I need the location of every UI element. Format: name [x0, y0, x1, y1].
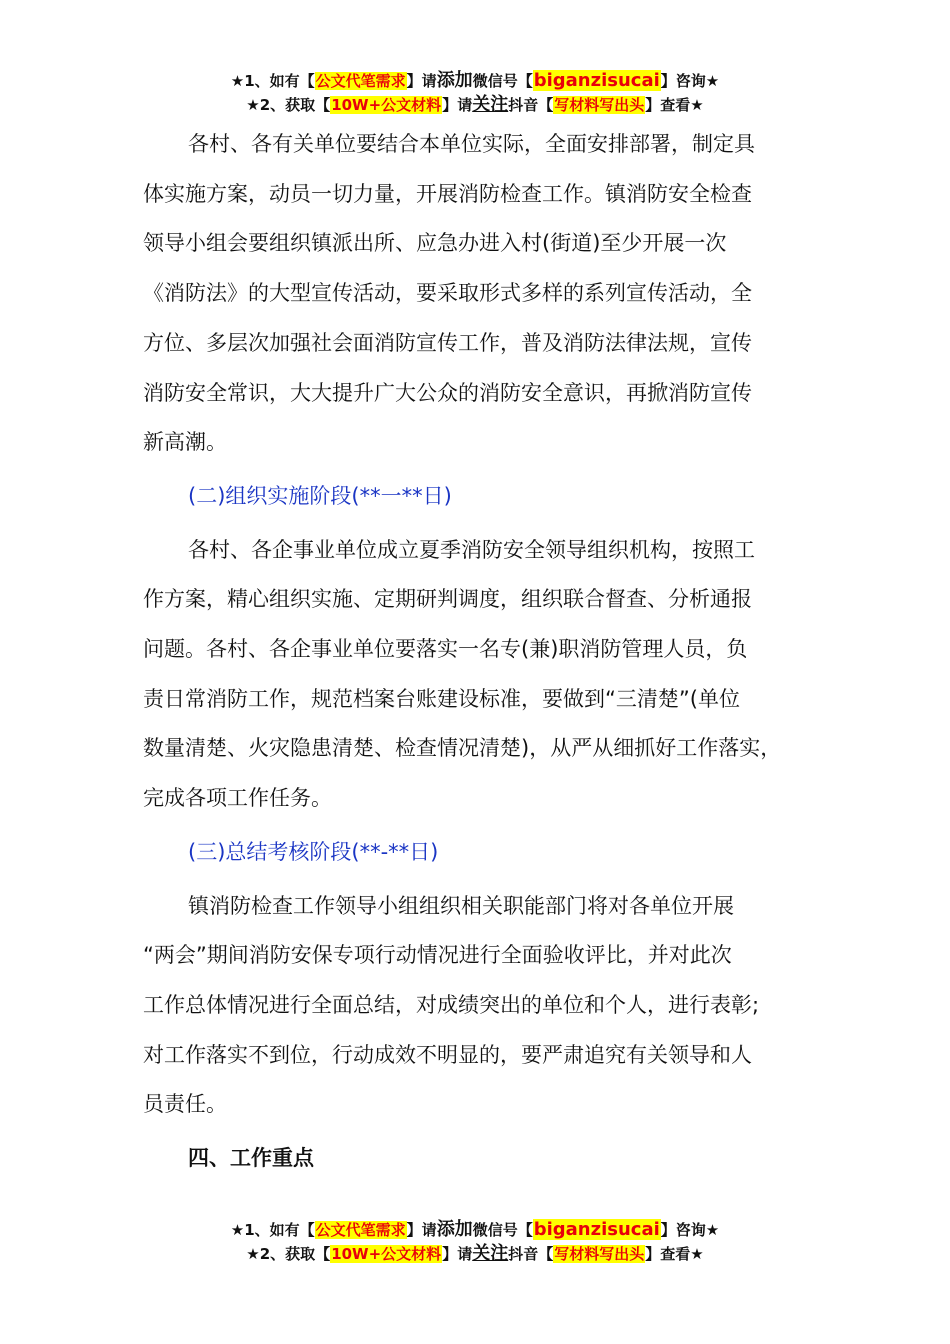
text-line: 数量清楚、火灾隐患清楚、检查情况清楚)，从严从细抓好工作落实， — [143, 736, 782, 761]
promo-text: ★2、获取【 — [246, 96, 331, 114]
text-line: “两会”期间消防安保专项行动情况进行全面验收评比，并对此次 — [143, 943, 732, 968]
text-line: 新高潮。 — [143, 430, 227, 455]
promo-emphasis: 添加 — [436, 1219, 473, 1240]
promo-wechat-id: biganzisucai — [533, 70, 660, 91]
text-line: 对工作落实不到位，行动成效不明显的，要严肃追究有关领导和人 — [143, 1042, 752, 1067]
promo-emphasis: 添加 — [436, 70, 473, 91]
promo-text: 微信号【 — [472, 1221, 533, 1239]
promo-text: 】咨询★ — [660, 72, 720, 90]
promo-emphasis: 关注 — [472, 1243, 509, 1264]
promo-text: ★1、如有【 — [230, 72, 315, 90]
promo-wechat-id: biganzisucai — [533, 1219, 660, 1240]
promo-line-1 — [0, 1218, 950, 1242]
text-line: 领导小组会要组织镇派出所、应急办进入村(街道)至少开展一次 — [143, 231, 727, 256]
text-line: 各村、各有关单位要结合本单位实际，全面安排部署，制定具 — [188, 132, 755, 156]
text-line: 员责任。 — [143, 1092, 227, 1117]
promo-highlight: 公文代笔需求 — [315, 1221, 406, 1239]
promo-text: 】咨询★ — [660, 1221, 720, 1239]
promo-line-1 — [0, 69, 950, 93]
promo-text: 抖音【 — [508, 1245, 554, 1263]
paragraph-1 — [143, 120, 823, 468]
footer-promo — [0, 1218, 950, 1266]
paragraph-2 — [143, 526, 823, 824]
promo-highlight: 10W+公文材料 — [331, 96, 442, 114]
text-line: 完成各项工作任务。 — [143, 786, 332, 811]
text-line: 各村、各企事业单位成立夏季消防安全领导组织机构，按照工 — [188, 537, 755, 562]
promo-text: 】查看★ — [645, 1245, 704, 1263]
promo-line-2 — [0, 1242, 950, 1266]
promo-line-2 — [0, 93, 950, 117]
subheading-2: (二)组织实施阶段(**一**日) — [188, 483, 452, 508]
promo-highlight: 公文代笔需求 — [315, 72, 406, 90]
promo-emphasis: 关注 — [472, 94, 509, 115]
promo-text: 抖音【 — [508, 96, 554, 114]
promo-text: ★1、如有【 — [230, 1221, 315, 1239]
header-promo — [0, 69, 950, 117]
promo-text: 】请 — [406, 1221, 437, 1239]
text-line: 镇消防检查工作领导小组组织相关职能部门将对各单位开展 — [188, 893, 734, 918]
promo-text: 微信号【 — [472, 72, 533, 90]
promo-text: 】查看★ — [645, 96, 704, 114]
promo-text: ★2、获取【 — [246, 1245, 331, 1263]
section-heading-4: 四、工作重点 — [188, 1146, 314, 1171]
document-body — [143, 120, 823, 1184]
text-line: 方位、多层次加强社会面消防宣传工作，普及消防法律法规，宣传 — [143, 330, 752, 355]
promo-text: 】请 — [442, 96, 473, 114]
promo-highlight: 10W+公文材料 — [331, 1245, 442, 1263]
text-line: 问题。各村、各企事业单位要落实一名专(兼)职消防管理人员，负 — [143, 637, 748, 662]
promo-douyin-id: 写材料写出头 — [554, 1245, 645, 1263]
promo-text: 】请 — [442, 1245, 473, 1263]
paragraph-3 — [143, 882, 823, 1131]
text-line: 工作总体情况进行全面总结，对成绩突出的单位和个人，进行表彰; — [143, 992, 760, 1017]
promo-text: 】请 — [406, 72, 437, 90]
text-line: 体实施方案，动员一切力量，开展消防检查工作。镇消防安全检查 — [143, 181, 752, 206]
text-line: 责日常消防工作，规范档案台账建设标准，要做到“三清楚”(单位 — [143, 686, 740, 711]
text-line: 《消防法》的大型宣传活动，要采取形式多样的系列宣传活动，全 — [143, 281, 752, 306]
text-line: 作方案，精心组织实施、定期研判调度，组织联合督查、分析通报 — [143, 587, 752, 612]
text-line: 消防安全常识，大大提升广大公众的消防安全意识，再掀消防宣传 — [143, 380, 752, 405]
subheading-3: (三)总结考核阶段(**-**日) — [188, 839, 439, 864]
promo-douyin-id: 写材料写出头 — [554, 96, 645, 114]
